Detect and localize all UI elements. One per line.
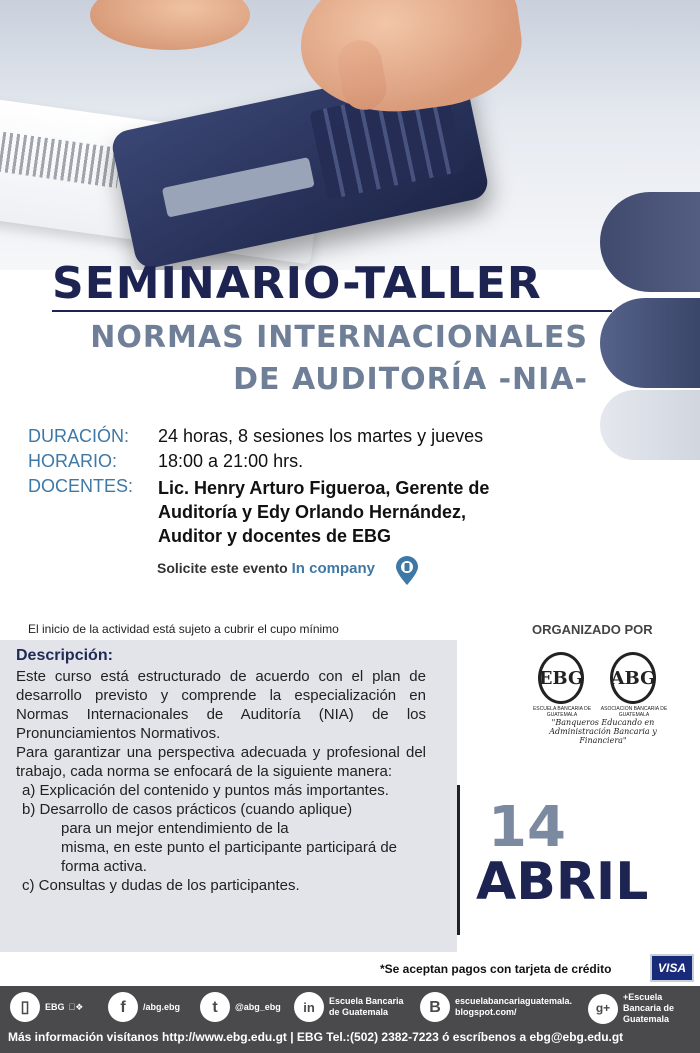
app-label: EBG [45, 1001, 65, 1012]
gplus-label: +Escuela Bancaria de Guatemala [623, 992, 675, 1024]
title-underline [52, 310, 612, 312]
description-item-b-cont2: misma, en este punto el participante participará de forma activa. [61, 839, 398, 875]
phone-icon: ▯ [10, 992, 40, 1022]
duracion-value: 24 horas, 8 sesiones los martes y jueves [158, 426, 484, 446]
solicite-text: Solicite este evento [157, 560, 288, 576]
description-item-c: c) Consultas y dudas de los participantes. [22, 877, 300, 894]
app-link[interactable] [10, 992, 83, 1022]
abg-logo [610, 652, 656, 704]
location-pin-icon [394, 556, 420, 586]
duracion-label: DURACIÓN: [28, 426, 130, 446]
twitter-link[interactable] [200, 992, 281, 1022]
facebook-label: /abg.ebg [143, 1001, 181, 1012]
description-item-b: b) Desarrollo de casos prácticos (cuando aplique) [22, 801, 353, 818]
social-bar [0, 986, 700, 1028]
footer-contact-line: Más información visítanos http://www.ebg.edu.gt | EBG Tel.:(502) 2382-7223 ó escríbenos a ebg@ebg.edu.gt [8, 1030, 624, 1044]
organizado-por-label: ORGANIZADO POR [532, 622, 653, 637]
linkedin-link[interactable] [294, 992, 409, 1022]
logo-tagline: "Banqueros Educando en Administración Bancaria y Financiera" [549, 718, 657, 745]
hand-with-pen [90, 0, 250, 50]
page-title: SEMINARIO-TALLER [52, 258, 542, 309]
twitter-icon: t [200, 992, 230, 1022]
description-block [16, 646, 426, 895]
decor-pill-light [600, 390, 700, 460]
ebg-logo-text: EBG [538, 667, 584, 689]
horario-label: HORARIO: [28, 451, 118, 471]
footer [0, 986, 700, 1053]
blog-label: escuelabancariaguatemala. blogspot.com/ [455, 996, 573, 1017]
description-para1: Este curso está estructurado de acuerdo con el plan de desarrollo previsto y comprende la especialización en Normas Internacionales de Auditoría (NIA) de los Pronunciamientos Normativos. [16, 668, 426, 742]
subtitle-line1: NORMAS INTERNACIONALES [90, 320, 588, 355]
ebg-logo-caption: ESCUELA BANCARIA DE GUATEMALA [532, 706, 592, 718]
twitter-label: @abg_ebg [235, 1001, 281, 1012]
date-divider [457, 785, 460, 935]
docentes-value: Lic. Henry Arturo Figueroa, Gerente de Auditoría y Edy Orlando Hernández, Auditor y docentes de EBG [158, 478, 490, 546]
decor-pill-dark [600, 192, 700, 292]
event-day: 14 [488, 795, 566, 860]
hero-photo-calculator [0, 0, 700, 270]
cupo-notice: El inicio de la actividad está sujeto a cubrir el cupo mínimo [28, 622, 339, 636]
linkedin-label: Escuela Bancaria de Guatemala [329, 996, 404, 1017]
blogger-icon: B [420, 992, 450, 1022]
description-item-b-cont1: para un mejor entendimiento de la [61, 820, 289, 837]
subtitle-line2: DE AUDITORÍA -NIA- [233, 362, 588, 397]
description-heading: Descripción: [16, 647, 113, 664]
facebook-icon: f [108, 992, 138, 1022]
abg-logo-caption: ASOCIACION BANCARIA DE GUATEMALA [600, 706, 668, 718]
solicite-in-company[interactable] [157, 560, 375, 577]
gplus-link[interactable] [588, 992, 699, 1025]
payment-notice: *Se aceptan pagos con tarjeta de crédito [380, 962, 612, 976]
google-plus-icon: g+ [588, 994, 618, 1024]
facebook-link[interactable] [108, 992, 180, 1022]
event-month: ABRIL [476, 852, 649, 912]
docentes-label: DOCENTES: [28, 476, 134, 496]
linkedin-icon: in [294, 992, 324, 1022]
visa-card-icon: VISA [650, 954, 694, 982]
horario-value: 18:00 a 21:00 hrs. [158, 451, 304, 471]
blog-link[interactable] [420, 992, 580, 1022]
description-item-a: a) Explicación del contenido y puntos más importantes. [22, 782, 389, 799]
description-para2: Para garantizar una perspectiva adecuada y profesional del trabajo, cada norma se enfocará de la siguiente manera: [16, 744, 426, 780]
calculator-screen [162, 157, 315, 218]
ebg-logo [538, 652, 584, 704]
in-company-link[interactable]: In company [291, 560, 375, 577]
apple-android-icon: ❖ [68, 1001, 77, 1012]
abg-logo-text: ABG [610, 667, 656, 689]
decor-pill-medium [600, 298, 700, 388]
